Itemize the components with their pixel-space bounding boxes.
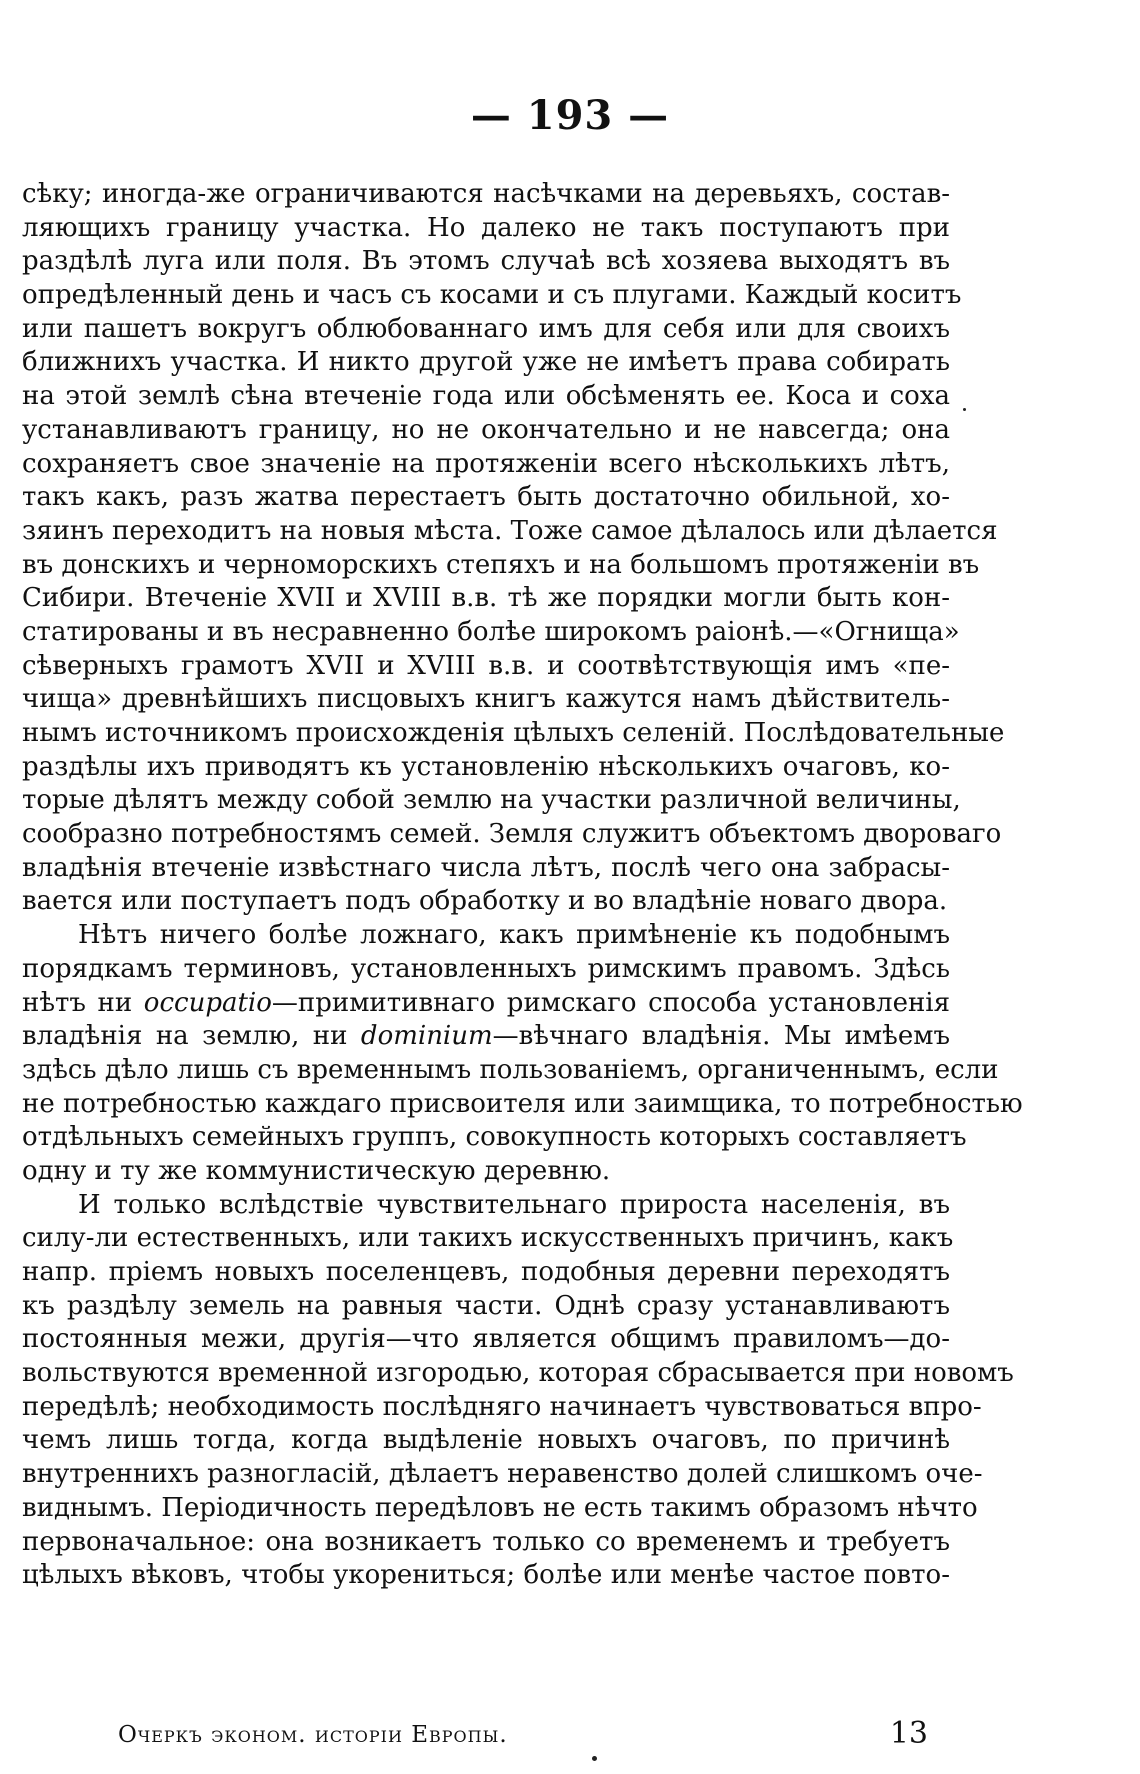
text-line: напр. пріемъ новыхъ поселенцевъ, подобныя деревни переходятъ (22, 1257, 950, 1287)
text-line: раздѣлы ихъ приводятъ къ установленію нѣсколькихъ очаговъ, ко- (22, 751, 950, 782)
text-segment: —вѣчнаго владѣнія. Мы имѣемъ (492, 1021, 950, 1052)
text-line: Сибири. Втеченіе XVII и XVIII в.в. тѣ же порядки могли быть кон- (22, 583, 950, 614)
text-line: не потребностью каждаго присвоителя или заимщика, то потребностью (22, 1088, 1023, 1119)
text-line: порядкамъ терминовъ, установленныхъ римскимъ правомъ. Здѣсь (22, 953, 950, 984)
text-line: ближнихъ участка. И никто другой уже не имѣетъ права собирать (22, 347, 950, 378)
text-line: постоянныя межи, другія—что является общимъ правиломъ—до- (22, 1324, 950, 1355)
text-line: сохраняетъ свое значеніе на протяженіи всего нѣсколькихъ лѣтъ, (22, 448, 950, 479)
latin-term: dominium (360, 1021, 493, 1052)
scan-speck (963, 408, 966, 411)
text-line: силу-ли естественныхъ, или такихъ искусственныхъ причинъ, какъ (22, 1223, 954, 1254)
text-line: ляющихъ границу участка. Но далеко не такъ поступаютъ при (22, 212, 950, 243)
text-line: или пашетъ вокругъ облюбованнаго имъ для себя или для своихъ (22, 313, 950, 344)
text-line: зяинъ переходитъ на новыя мѣста. Тоже самое дѣлалось или дѣлается (22, 515, 998, 546)
text-line: виднымъ. Періодичность передѣловъ не есть такимъ образомъ нѣчто (22, 1492, 978, 1523)
text-line: отдѣльныхъ семейныхъ группъ, совокупность которыхъ составляетъ (22, 1122, 967, 1153)
text-line: раздѣлѣ луга или поля. Въ этомъ случаѣ всѣ хозяева выходятъ въ (22, 246, 950, 277)
text-line: на этой землѣ сѣна втеченіе года или обсѣменять ее. Коса и соха (22, 381, 950, 412)
text-line: чища» древнѣйшихъ писцовыхъ книгъ кажутся намъ дѣйствитель- (22, 684, 950, 715)
book-signature-title: Очеркъ эконом. исторіи Европы. (118, 1722, 508, 1748)
text-line: Нѣтъ ничего болѣе ложнаго, какъ примѣненіе къ подобнымъ (78, 920, 950, 951)
text-line: И только вслѣдствіе чувствительнаго прироста населенія, въ (78, 1189, 950, 1220)
text-line: къ раздѣлу земель на равныя части. Однѣ сразу устанавливаютъ (22, 1290, 950, 1321)
text-line: первоначальное: она возникаетъ только со временемъ и требуетъ (22, 1526, 950, 1557)
text-line: устанавливаютъ границу, но не окончательно и не навсегда; она (22, 414, 950, 445)
page-number: — 193 — (470, 92, 670, 139)
text-segment: владѣнія на землю, ни (22, 1021, 361, 1052)
text-line: вольствуются временной изгородью, которая сбрасывается при новомъ (22, 1358, 1014, 1389)
text-line: чемъ лишь тогда, когда выдѣленіе новыхъ очаговъ, по причинѣ (22, 1425, 950, 1456)
text-line: вается или поступаетъ подъ обработку и во владѣніе новаго двора. (22, 886, 948, 917)
latin-term: occupatio (143, 987, 272, 1018)
body-text (22, 178, 1023, 1593)
sheet-number: 13 (889, 1716, 928, 1751)
scan-speck (592, 1756, 597, 1761)
text-line: опредѣленный день и часъ съ косами и съ плугами. Каждый коситъ (22, 280, 962, 311)
text-line: одну и ту же коммунистическую деревню. (22, 1155, 611, 1186)
text-line: нымъ источникомъ происхожденія цѣлыхъ селеній. Послѣдовательные (22, 718, 1005, 748)
text-line: сѣверныхъ грамотъ XVII и XVIII в.в. и соотвѣтствующія имъ «пе- (22, 650, 950, 681)
text-line: сообразно потребностямъ семей. Земля служитъ объектомъ двороваго (22, 819, 1002, 850)
text-line: статированы и въ несравненно болѣе широкомъ раіонѣ.—«Огнища» (22, 616, 960, 647)
text-line: такъ какъ, разъ жатва перестаетъ быть достаточно обильной, хо- (22, 482, 950, 513)
text-line: владѣнія втеченіе извѣстнаго числа лѣтъ, послѣ чего она забрасы- (22, 852, 950, 883)
text-line: торые дѣлятъ между собой землю на участки различной величины, (22, 785, 961, 816)
text-line-mixed (22, 1020, 950, 1054)
text-line: въ донскихъ и черноморскихъ степяхъ и на большомъ протяженіи въ (22, 549, 980, 580)
text-segment: нѣтъ ни (22, 987, 144, 1018)
text-line: здѣсь дѣло лишь съ временнымъ пользованіемъ, органиченнымъ, если (22, 1054, 999, 1085)
text-line: сѣку; иногда-же ограничиваются насѣчками на деревьяхъ, состав- (22, 179, 950, 209)
text-line-mixed (22, 987, 950, 1021)
text-line: цѣлыхъ вѣковъ, чтобы укорениться; болѣе или менѣе частое повто- (22, 1560, 950, 1591)
text-segment: —примитивнаго римскаго способа установленія (271, 987, 951, 1018)
text-line: передѣлѣ; необходимость послѣдняго начинаетъ чувствоваться впро- (22, 1391, 982, 1422)
text-line: внутреннихъ разногласій, дѣлаетъ неравенство долей слишкомъ оче- (22, 1459, 983, 1490)
